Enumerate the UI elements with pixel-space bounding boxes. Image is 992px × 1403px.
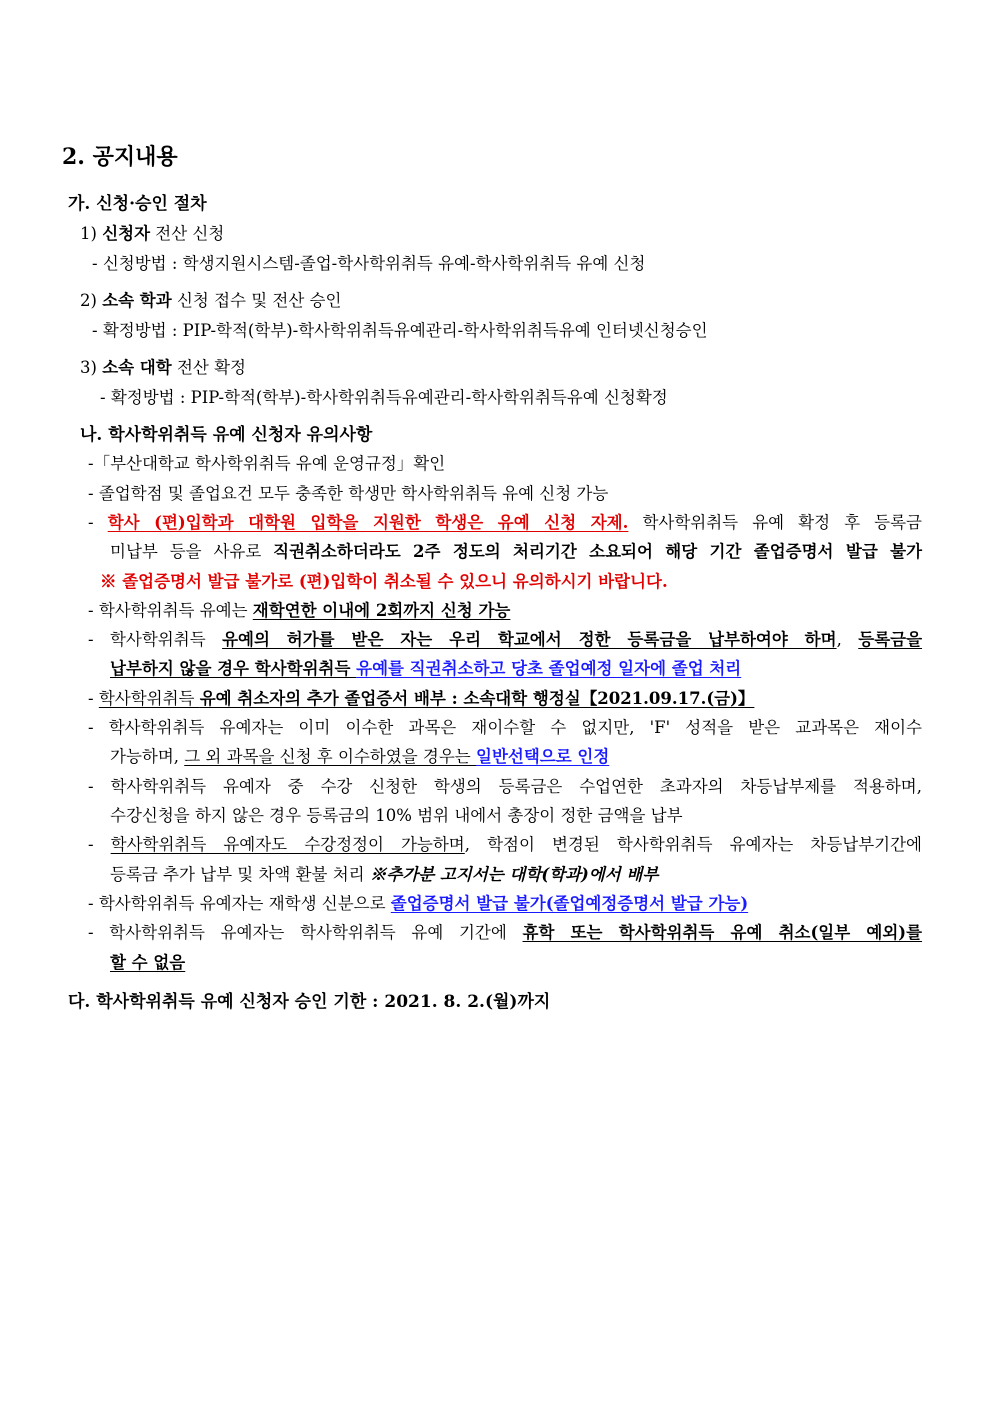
item-5-c: , — [836, 630, 859, 649]
item-5-line2 — [110, 658, 741, 680]
step-2 — [80, 290, 341, 312]
step-1-label: 1) — [80, 224, 103, 243]
item-5-line2-a: 납부하지 않을 경우 학사학위취득 — [110, 659, 357, 678]
item-6-b: 유예 취소자의 추가 졸업증서 배부 : 소속대학 행정실【2021.09.17.(금)】 — [199, 689, 755, 708]
step-1-rest: 전산 신청 — [150, 224, 225, 243]
step-1-detail: - 신청방법 : 학생지원시스템-졸업-학사학위취득 유예-학사학위취득 유예 신청 — [92, 254, 646, 273]
item-3 — [88, 512, 922, 534]
step-2-detail: - 확정방법 : PIP-학적(학부)-학사학위취득유예관리-학사학위취득유예 인터넷신청승인 — [92, 321, 708, 340]
item-7-line2-b: 그 외 과목을 신청 후 이수하였을 경우는 — [184, 747, 476, 766]
item-9 — [88, 834, 922, 856]
step-1-bold: 신청자 — [102, 224, 151, 243]
item-4 — [88, 600, 510, 622]
item-11 — [88, 922, 922, 944]
item-7: - 학사학위취득 유예자는 이미 이수한 과목은 재이수할 수 없지만, 'F' 성적을 받은 교과목은 재이수 — [88, 718, 922, 737]
item-3-warning: 학사 (편)입학과 대학원 입학을 지원한 학생은 유예 신청 자제. — [107, 513, 629, 532]
item-8-line2: 수강신청을 하지 않은 경우 등록금의 10% 범위 내에서 총장이 정한 금액을 납부 — [110, 806, 683, 825]
sec-b-title: 나. 학사학위취득 유예 신청자 유의사항 — [80, 425, 373, 445]
step-3 — [80, 357, 246, 379]
item-9-line2 — [110, 864, 658, 886]
step-2-rest: 신청 접수 및 전산 승인 — [171, 291, 342, 310]
item-3-line2-a: 미납부 등을 사유로 — [110, 542, 274, 561]
item-9-line2-a: 등록금 추가 납부 및 차액 환불 처리 — [110, 865, 370, 884]
step-3-label: 3) — [80, 358, 103, 377]
item-1: -「부산대학교 학사학위취득 유예 운영규정」확인 — [88, 454, 446, 473]
item-5-b: 유예의 허가를 받은 자는 우리 학교에서 정한 등록금을 납부하여야 하며 — [222, 630, 837, 649]
item-5-d: 등록금을 — [858, 630, 923, 649]
step-3-bold: 소속 대학 — [102, 358, 172, 377]
item-3-line2-b: 직권취소하더라도 2주 정도의 처리기간 소요되어 해당 기간 졸업증명서 발급 불가 — [273, 542, 923, 561]
item-5-line2-b: 유예를 직권취소하고 당초 졸업예정 일자에 졸업 처리 — [356, 659, 742, 678]
item-7-line2-a: 가능하며, — [110, 747, 185, 766]
section-heading: 2. 공지내용 — [62, 144, 178, 170]
item-4-b: 재학연한 이내에 2회까지 신청 가능 — [252, 601, 511, 620]
item-7-line2-c: 일반선택으로 인정 — [476, 747, 610, 766]
item-3-line2 — [110, 541, 922, 563]
item-10 — [88, 893, 748, 915]
item-5 — [88, 629, 922, 651]
step-2-label: 2) — [80, 291, 103, 310]
item-5-a: - 학사학위취득 — [88, 630, 223, 649]
item-4-a: - 학사학위취득 유예는 — [88, 601, 253, 620]
item-7-line2 — [110, 746, 609, 768]
item-11-line2: 할 수 없음 — [110, 953, 186, 972]
item-2: - 졸업학점 및 졸업요건 모두 충족한 학생만 학사학위취득 유예 신청 가능 — [88, 484, 609, 503]
item-3-note: ※ 졸업증명서 발급 불가로 (편)입학이 취소될 수 있으니 유의하시기 바랍니다. — [100, 572, 668, 591]
item-6-dash: - — [88, 689, 99, 708]
item-6-a: 학사학위취득 — [98, 689, 200, 708]
step-1 — [80, 223, 224, 245]
item-10-a: - 학사학위취득 유예자는 재학생 신분으로 — [88, 894, 391, 913]
item-3-rest: 학사학위취득 유예 확정 후 등록금 — [628, 513, 922, 532]
item-9-dash: - — [88, 835, 111, 854]
sec-c-title: 다. 학사학위취득 유예 신청자 승인 기한 : 2021. 8. 2.(월)까지 — [68, 992, 551, 1012]
step-3-rest: 전산 확정 — [171, 358, 246, 377]
item-9-line2-b: ※추가분 고지서는 대학(학과)에서 배부 — [369, 865, 659, 884]
item-3-dash: - — [88, 513, 108, 532]
step-3-detail: - 확정방법 : PIP-학적(학부)-학사학위취득유예관리-학사학위취득유예 신청확정 — [100, 388, 668, 407]
item-11-a: - 학사학위취득 유예자는 학사학위취득 유예 기간에 — [88, 923, 523, 942]
item-9-b: , 학점이 변경된 학사학위취득 유예자는 차등납부기간에 — [464, 835, 922, 854]
item-10-b: 졸업증명서 발급 불가(졸업예정증명서 발급 가능) — [390, 894, 749, 913]
item-11-b: 휴학 또는 학사학위취득 유예 취소(일부 예외)를 — [522, 923, 923, 942]
item-9-a: 학사학위취득 유예자도 수강정정이 가능하며 — [110, 835, 465, 854]
sec-a-title: 가. 신청·승인 절차 — [68, 194, 207, 214]
item-6 — [88, 688, 754, 710]
item-8: - 학사학위취득 유예자 중 수강 신청한 학생의 등록금은 수업연한 초과자의 차등납부제를 적용하며, — [88, 777, 922, 796]
step-2-bold: 소속 학과 — [102, 291, 172, 310]
